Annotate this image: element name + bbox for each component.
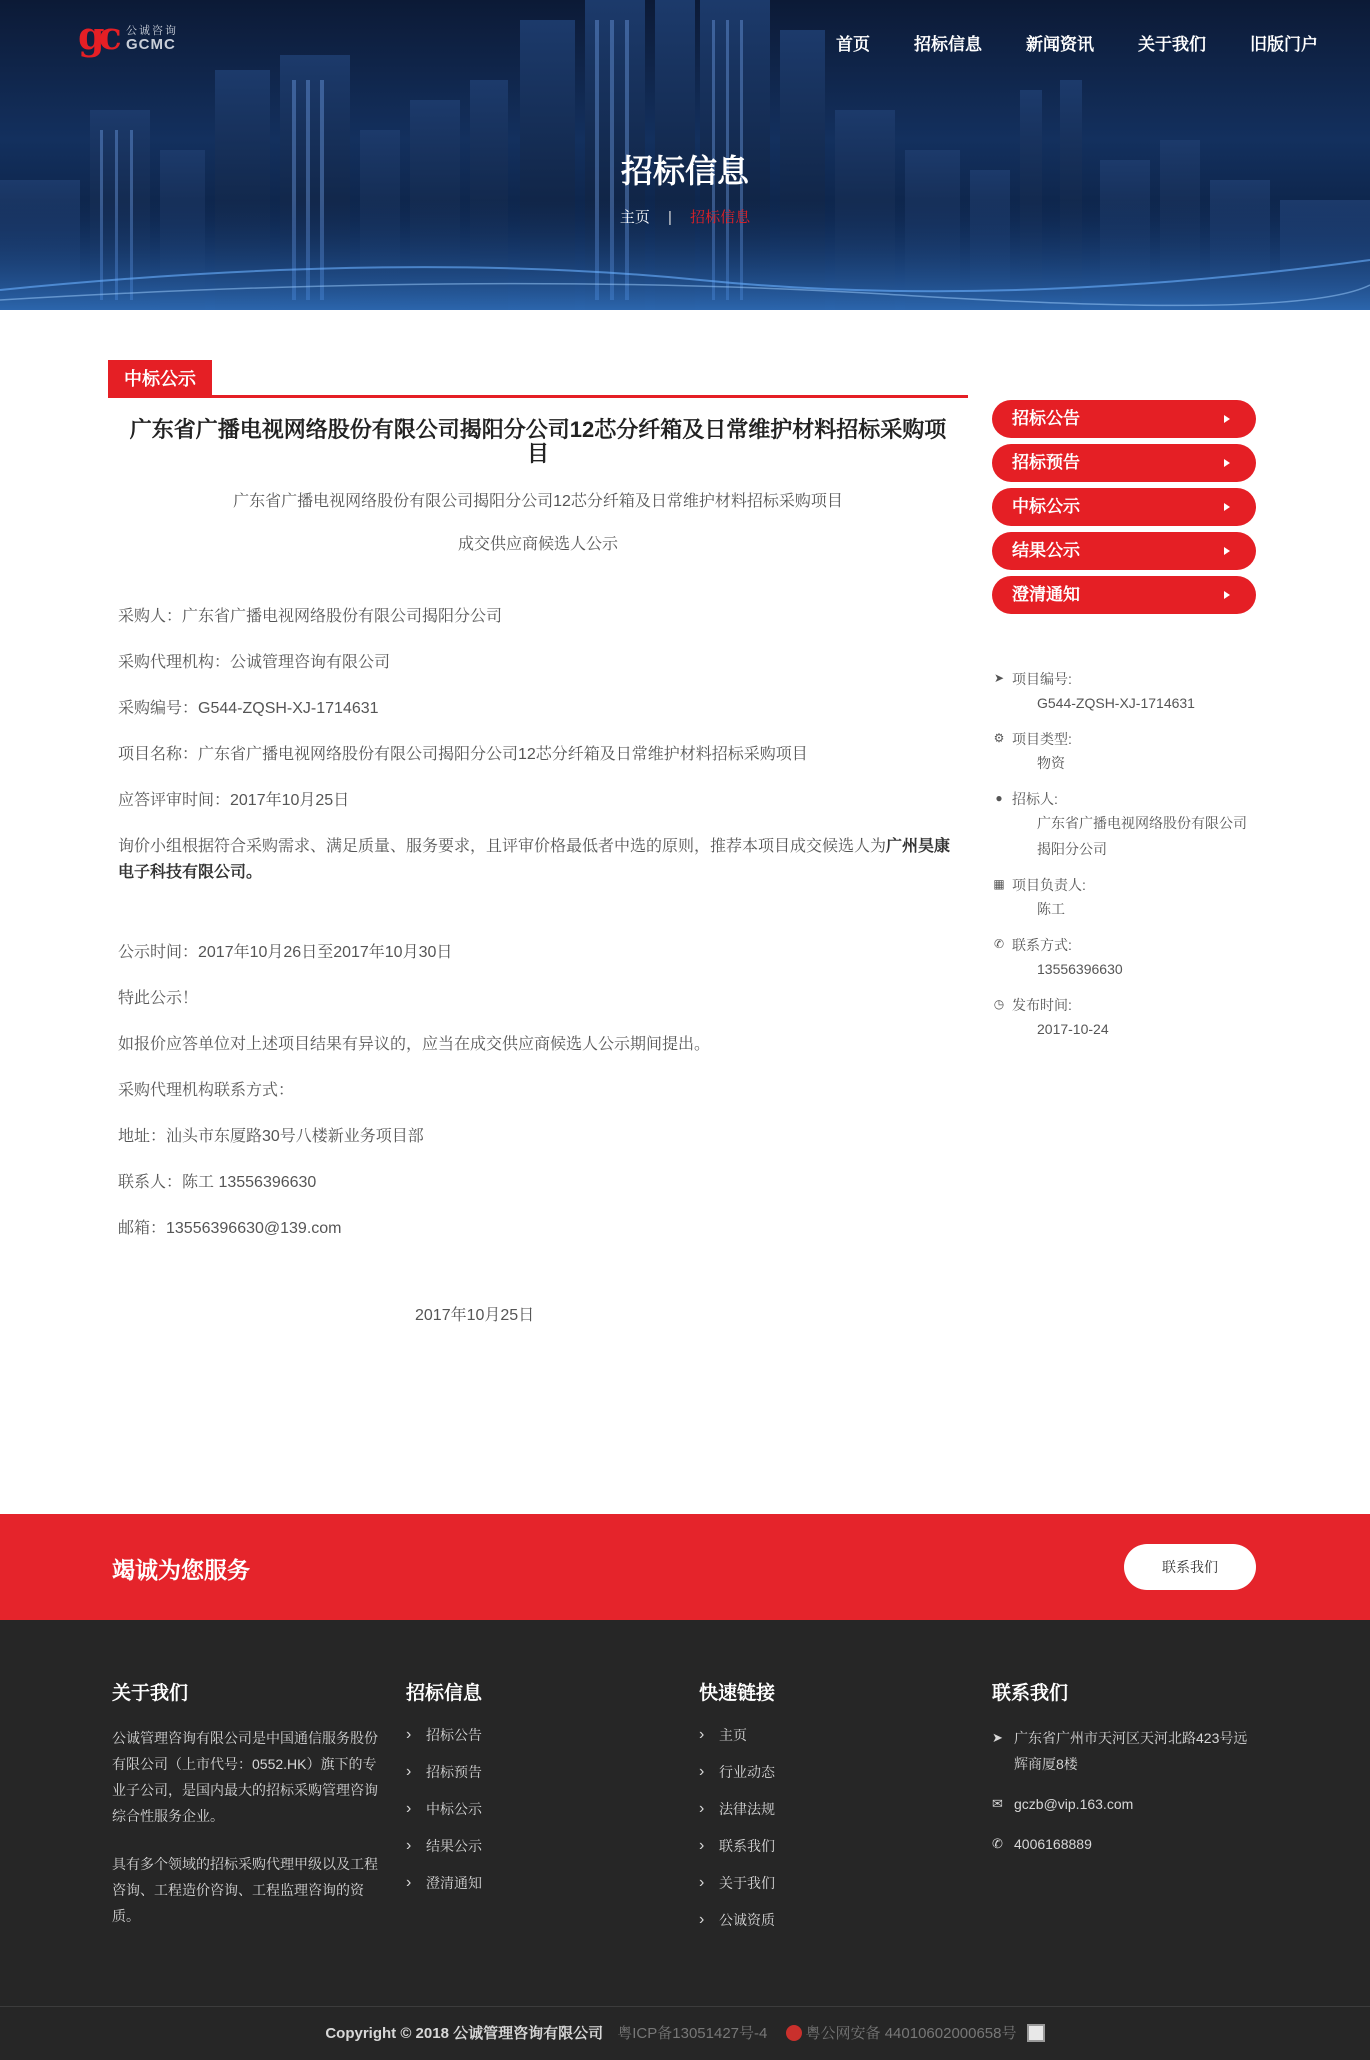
footer-quick-title: 快速链接 bbox=[699, 1683, 776, 1704]
contact-person-line: 联系人：陈工 13556396630 bbox=[118, 1174, 317, 1191]
copyright-text: Copyright © 2018 公诚管理咨询有限公司 bbox=[325, 2025, 604, 2042]
main-nav bbox=[792, 30, 1318, 55]
footer-about bbox=[112, 1678, 378, 1929]
police-badge-icon bbox=[786, 2025, 802, 2041]
nav-bidding-info[interactable]: 招标信息 bbox=[914, 35, 982, 54]
sidebar-item-award-notice[interactable] bbox=[992, 488, 1256, 526]
footer-phone-text: 4006168889 bbox=[1014, 1836, 1092, 1852]
footer-about-text: 公诚管理咨询有限公司是中国通信服务股份有限公司（上市代号：0552.HK）旗下的专业子公司，是国内最大的招标采购管理咨询综合性服务企业。 bbox=[112, 1730, 378, 1824]
objection-line: 如报价应答单位对上述项目结果有异议的，应当在成交供应商候选人公示期间提出。 bbox=[118, 1036, 711, 1053]
caret-right-icon bbox=[1224, 591, 1230, 599]
footer-link-industry[interactable]: › 行业动态 bbox=[699, 1762, 899, 1782]
sidebar bbox=[992, 400, 1256, 1056]
section-label: 中标公示 bbox=[108, 360, 212, 398]
info-label: 项目负责人: bbox=[1012, 877, 1086, 893]
address-line: 地址：汕头市东厦路30号八楼新业务项目部 bbox=[118, 1128, 424, 1145]
publicity-time-line: 公示时间：2017年10月26日至2017年10月30日 bbox=[118, 944, 453, 961]
info-label: 发布时间: bbox=[1012, 997, 1072, 1013]
footer-quick-links bbox=[699, 1678, 899, 1947]
info-project-type bbox=[992, 730, 1256, 776]
article-body bbox=[108, 604, 968, 1242]
caret-right-icon bbox=[1224, 503, 1230, 511]
footer-link-award-notice[interactable]: › 中标公示 bbox=[406, 1799, 606, 1819]
footer-about-text-2: 具有多个领域的招标采购代理甲级以及工程咨询、工程造价咨询、工程监理咨询的资质。 bbox=[112, 1856, 378, 1924]
footer-link-clarification[interactable]: › 澄清通知 bbox=[406, 1873, 606, 1893]
info-publish-time bbox=[992, 996, 1256, 1042]
info-value: 2017-10-24 bbox=[1037, 1021, 1109, 1037]
purchaser-line: 采购人：广东省广播电视网络股份有限公司揭阳分公司 bbox=[118, 608, 503, 625]
sidebar-item-bid-announcement[interactable] bbox=[992, 400, 1256, 438]
article-title: 广东省广播电视网络股份有限公司揭阳分公司12芯分纤箱及日常维护材料招标采购项目 bbox=[129, 417, 947, 466]
cta-text: 竭诚为您服务 bbox=[112, 1557, 250, 1583]
logo[interactable] bbox=[78, 14, 178, 60]
footer-contact bbox=[992, 1678, 1260, 1871]
phone-icon: ✆ bbox=[993, 937, 1005, 951]
section-header bbox=[108, 360, 968, 398]
breadcrumb-separator: | bbox=[668, 209, 672, 226]
grid-icon: ▦ bbox=[993, 877, 1005, 891]
phone-icon: ✆ bbox=[992, 1836, 1003, 1851]
nav-about[interactable]: 关于我们 bbox=[1138, 35, 1206, 54]
notice-line: 特此公示！ bbox=[118, 990, 199, 1007]
spacer bbox=[118, 906, 958, 940]
purchase-number-line: 采购编号：G544-ZQSH-XJ-1714631 bbox=[118, 700, 379, 717]
project-info bbox=[992, 670, 1256, 1042]
info-label: 项目编号: bbox=[1012, 671, 1072, 687]
project-name-line: 项目名称：广东省广播电视网络股份有限公司揭阳分公司12芯分纤箱及日常维护材料招标采购项目 bbox=[118, 746, 808, 763]
footer-link-bid-preview[interactable]: › 招标预告 bbox=[406, 1762, 606, 1782]
clock-icon: ◷ bbox=[993, 997, 1005, 1011]
footer-link-result-notice[interactable]: › 结果公示 bbox=[406, 1836, 606, 1856]
recommendation-line bbox=[118, 834, 958, 886]
footer-link-home[interactable]: › 主页 bbox=[699, 1725, 899, 1745]
hero-banner bbox=[0, 0, 1370, 310]
info-value: 陈工 bbox=[1037, 901, 1065, 917]
info-project-number bbox=[992, 670, 1256, 716]
footer-email-text: gczb@vip.163.com bbox=[1014, 1796, 1134, 1812]
sidebar-item-result-notice[interactable] bbox=[992, 532, 1256, 570]
info-value: G544-ZQSH-XJ-1714631 bbox=[1037, 695, 1195, 711]
info-value: 广东省广播电视网络股份有限公司揭阳分公司 bbox=[1037, 815, 1247, 857]
police-record[interactable]: 粤公网安备 44010602000658号 bbox=[805, 2025, 1017, 2042]
footer-address bbox=[992, 1725, 1260, 1777]
footer-address-text: 广东省广州市天河区天河北路423号远辉商厦8楼 bbox=[1014, 1730, 1248, 1772]
sidebar-item-clarification[interactable] bbox=[992, 576, 1256, 614]
footer-about-title: 关于我们 bbox=[112, 1683, 189, 1704]
article-subtitle-2: 成交供应商候选人公示 bbox=[457, 536, 618, 553]
sidebar-item-label: 中标公示 bbox=[1012, 497, 1080, 516]
sidebar-item-bid-preview[interactable] bbox=[992, 444, 1256, 482]
info-label: 项目类型: bbox=[1012, 731, 1072, 747]
copyright-bar bbox=[0, 2022, 1370, 2043]
location-arrow-icon: ➤ bbox=[992, 1730, 1003, 1745]
info-contact bbox=[992, 936, 1256, 982]
recommendation-text: 询价小组根据符合采购需求、满足质量、服务要求，且评审价格最低者中选的原则，推荐本项目成交候选人为 bbox=[118, 838, 887, 855]
info-label: 联系方式: bbox=[1012, 937, 1072, 953]
logo-cn-text: 公诚咨询 bbox=[126, 25, 178, 37]
footer-divider bbox=[0, 2006, 1370, 2007]
page-title: 招标信息 bbox=[620, 153, 749, 189]
sidebar-item-label: 结果公示 bbox=[1012, 541, 1080, 560]
article-subtitle: 广东省广播电视网络股份有限公司揭阳分公司12芯分纤箱及日常维护材料招标采购项目 bbox=[233, 493, 843, 510]
user-icon: ● bbox=[995, 791, 1003, 805]
info-value: 物资 bbox=[1037, 755, 1065, 771]
cta-bar bbox=[0, 1514, 1370, 1620]
nav-old-portal[interactable]: 旧版门户 bbox=[1250, 35, 1318, 54]
article-date: 2017年10月25日 bbox=[415, 1307, 535, 1324]
info-tenderer bbox=[992, 790, 1256, 862]
footer-bid-links bbox=[406, 1678, 606, 1910]
recommendation-end: 。 bbox=[246, 864, 263, 881]
footer-link-about[interactable]: › 关于我们 bbox=[699, 1873, 899, 1893]
footer-phone bbox=[992, 1831, 1260, 1857]
footer bbox=[0, 1620, 1370, 2060]
nav-news[interactable]: 新闻资讯 bbox=[1026, 35, 1094, 54]
review-time-line: 应答评审时间：2017年10月25日 bbox=[118, 792, 350, 809]
breadcrumb-current: 招标信息 bbox=[690, 209, 751, 226]
info-project-manager bbox=[992, 876, 1256, 922]
contact-us-button[interactable]: 联系我们 bbox=[1124, 1544, 1256, 1590]
sidebar-item-label: 招标预告 bbox=[1012, 453, 1080, 472]
gears-icon: ⚙ bbox=[993, 731, 1005, 745]
agency-contact-heading: 采购代理机构联系方式： bbox=[118, 1082, 295, 1099]
envelope-icon: ✉ bbox=[992, 1796, 1003, 1811]
email-line: 邮箱：13556396630@139.com bbox=[118, 1220, 342, 1237]
footer-link-bid-announcement[interactable]: › 招标公告 bbox=[406, 1725, 606, 1745]
sidebar-item-label: 澄清通知 bbox=[1012, 585, 1080, 604]
footer-link-laws[interactable]: › 法律法规 bbox=[699, 1799, 899, 1819]
winning-company: 广州昊康电子科技有限公司 bbox=[118, 838, 951, 881]
caret-right-icon bbox=[1224, 415, 1230, 423]
article-area bbox=[108, 360, 968, 1325]
location-arrow-icon: ➤ bbox=[993, 671, 1005, 685]
agency-line: 采购代理机构：公诚管理咨询有限公司 bbox=[118, 654, 391, 671]
certificate-icon[interactable] bbox=[1027, 2024, 1045, 2042]
info-value: 13556396630 bbox=[1037, 961, 1123, 977]
breadcrumb bbox=[0, 206, 1370, 227]
footer-contact-title: 联系我们 bbox=[992, 1683, 1069, 1704]
sidebar-item-label: 招标公告 bbox=[1012, 409, 1080, 428]
logo-en-text: GCMC bbox=[126, 36, 176, 53]
icp-record[interactable]: 粤ICP备13051427号-4 bbox=[617, 2025, 768, 2042]
breadcrumb-home[interactable]: 主页 bbox=[619, 209, 650, 226]
footer-link-qualification[interactable]: › 公诚资质 bbox=[699, 1910, 899, 1930]
footer-email[interactable] bbox=[992, 1791, 1260, 1817]
caret-right-icon bbox=[1224, 547, 1230, 555]
nav-home[interactable]: 首页 bbox=[836, 35, 870, 54]
caret-right-icon bbox=[1224, 459, 1230, 467]
footer-link-contact[interactable]: › 联系我们 bbox=[699, 1836, 899, 1856]
footer-bid-title: 招标信息 bbox=[406, 1683, 483, 1704]
info-label: 招标人: bbox=[1012, 791, 1058, 807]
logo-mark: gc bbox=[78, 13, 116, 58]
